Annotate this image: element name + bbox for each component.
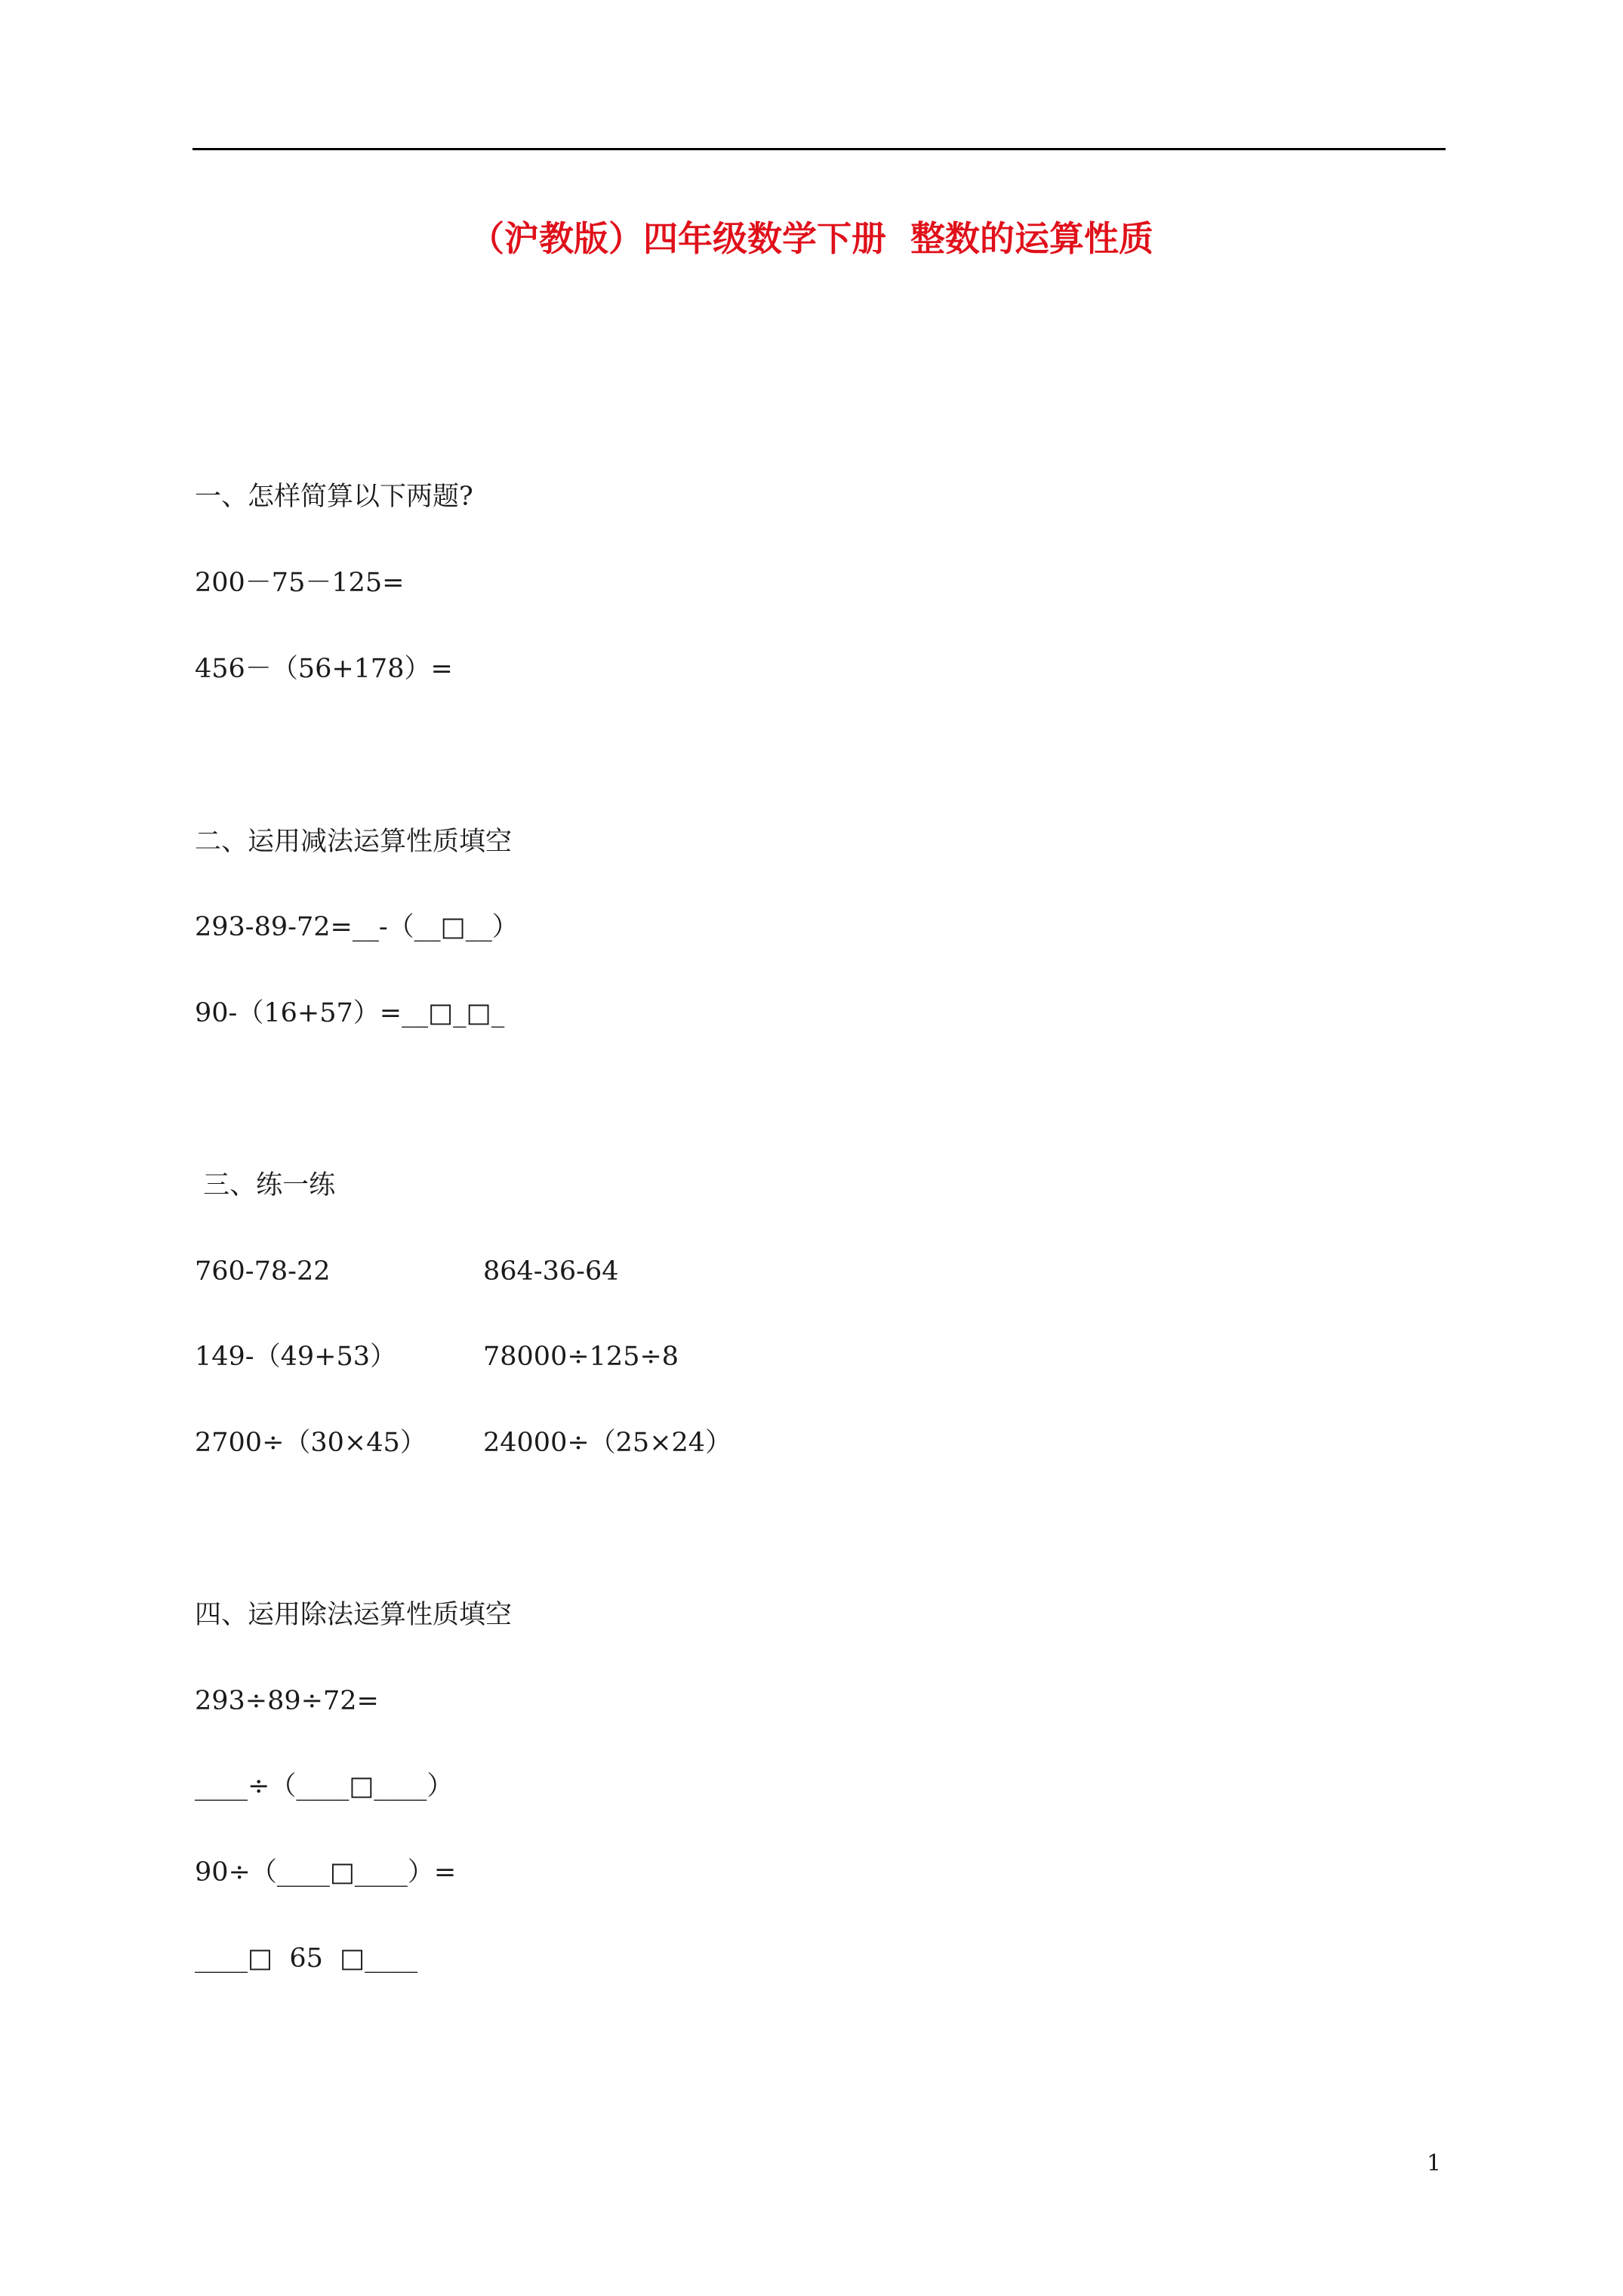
header-rule: [192, 148, 1446, 150]
section-1-heading: 一、怎样简算以下两题?: [195, 482, 473, 512]
practice-row-2-right: 78000÷125÷8: [483, 1342, 679, 1372]
practice-row-2-left: 149-（49+53）: [195, 1342, 397, 1372]
section-4-problem-3: 90÷（____□____）=: [195, 1857, 457, 1888]
section-1-problem-2: 456－（56+178）=: [195, 654, 453, 684]
section-4-problem-4: ____□ 65 □____: [195, 1943, 418, 1974]
section-4-problem-1: 293÷89÷72=: [195, 1686, 379, 1716]
section-2-heading: 二、运用减法运算性质填空: [195, 827, 513, 857]
practice-row-3-left: 2700÷（30×45）: [195, 1428, 427, 1458]
practice-row-3-right: 24000÷（25×24）: [483, 1428, 732, 1458]
page-number: 1: [1427, 2150, 1442, 2177]
document-title: （沪教版）四年级数学下册 整数的运算性质: [469, 218, 1154, 259]
section-1-problem-1: 200－75－125=: [195, 568, 405, 598]
practice-row-1-left: 760-78-22: [195, 1256, 331, 1287]
section-2-problem-1: 293-89-72=__-（__□__）: [195, 912, 519, 942]
section-4-problem-2: ____÷（____□____）: [195, 1771, 454, 1801]
section-2-problem-2: 90-（16+57）=__□_□_: [195, 998, 505, 1028]
practice-row-1-right: 864-36-64: [483, 1256, 619, 1287]
section-3-heading: 三、练一练: [195, 1170, 336, 1200]
section-4-heading: 四、运用除法运算性质填空: [195, 1600, 513, 1630]
